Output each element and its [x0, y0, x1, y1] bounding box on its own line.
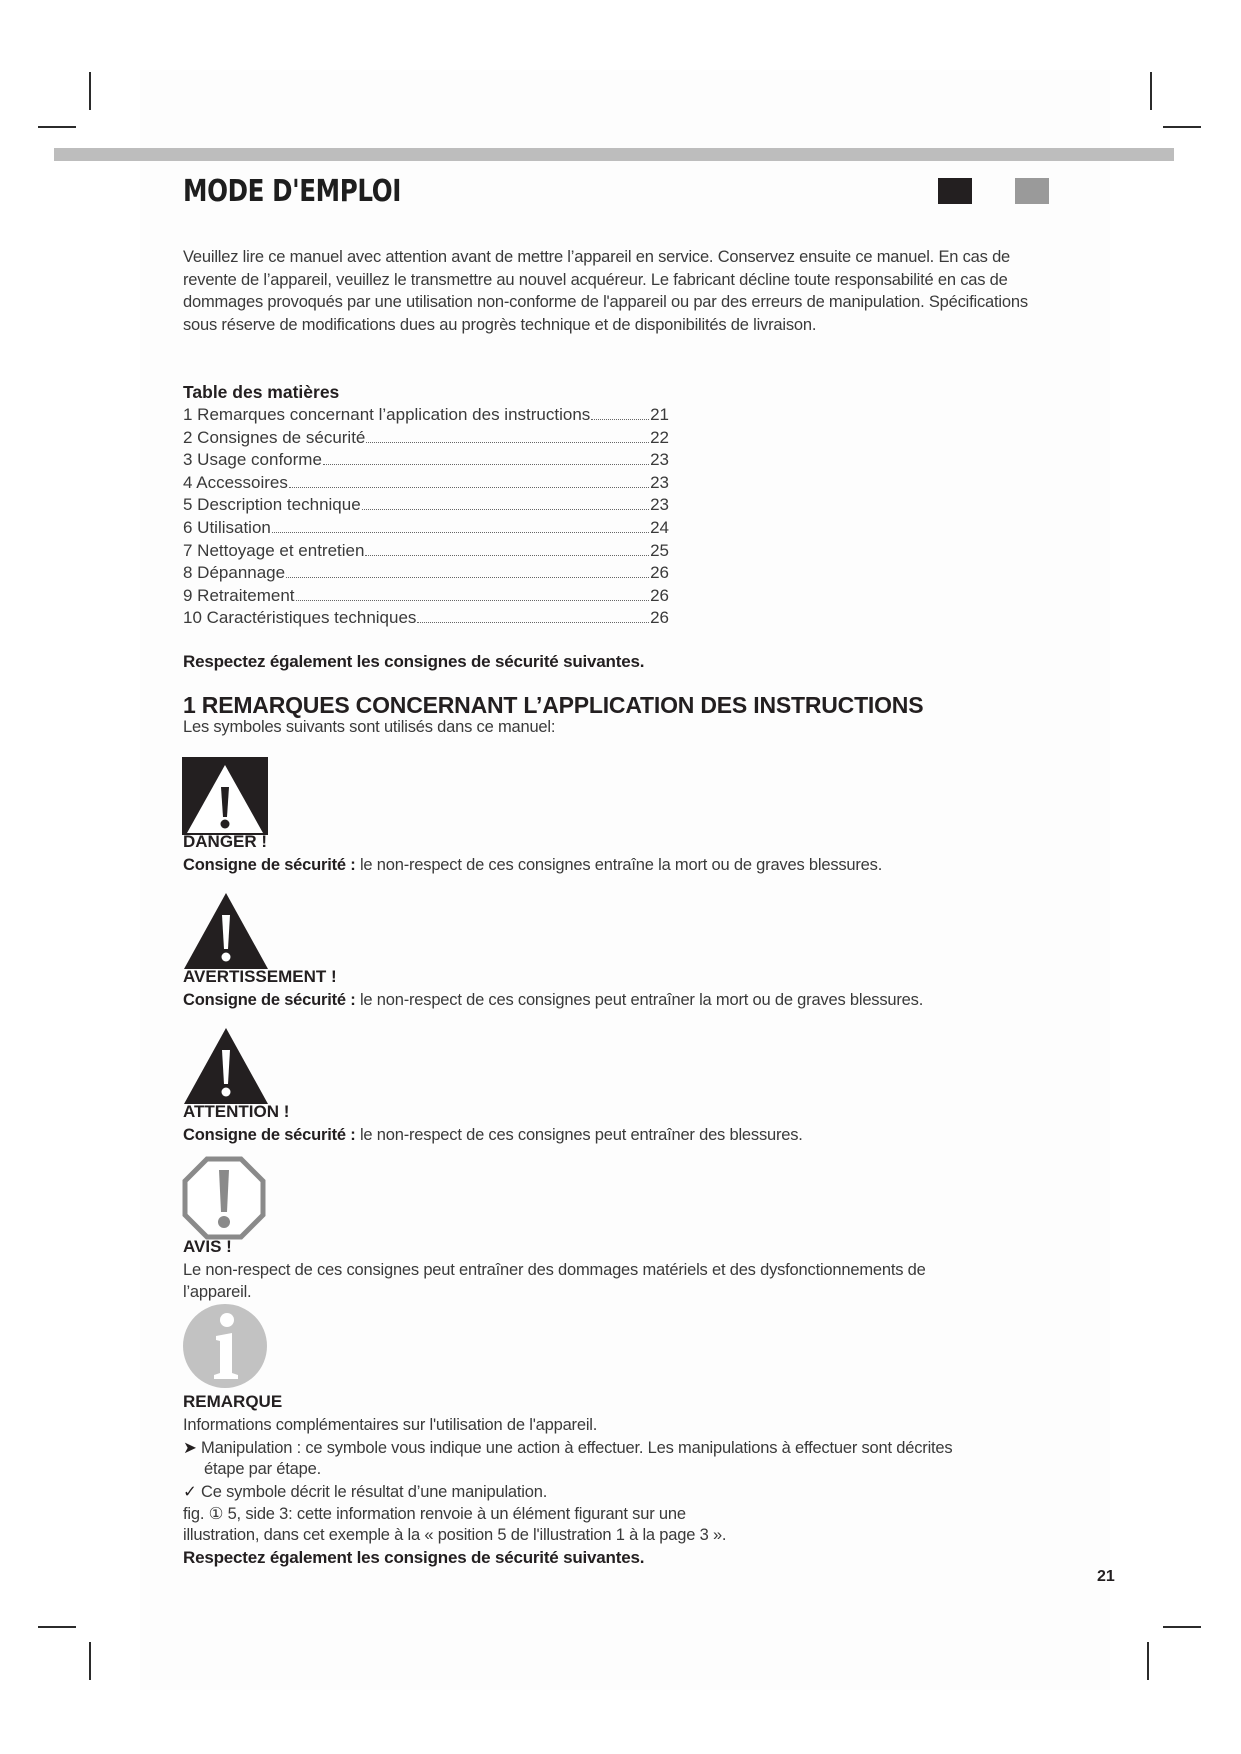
- checkmark-icon: ✓: [183, 1483, 197, 1501]
- toc-item-page: 24: [650, 517, 669, 537]
- avis-description-line-2: l’appareil.: [183, 1283, 252, 1301]
- toc-item[interactable]: [183, 473, 669, 496]
- avertissement-text: le non-respect de ces consignes peut entraîner la mort ou de graves blessures.: [355, 991, 924, 1009]
- section-1-subtitle: Les symboles suivants sont utilisés dans ce manuel:: [183, 718, 556, 736]
- manipulation-line-1: [183, 1438, 952, 1458]
- result-line: [183, 1482, 547, 1502]
- toc-leader-dots: [591, 419, 649, 420]
- toc-item-page: 21: [650, 405, 669, 424]
- crop-mark-top-right-h: [1163, 126, 1201, 128]
- manipulation-text: Manipulation : ce symbole vous indique une action à effectuer. Les manipulations à effectuer sont décrites: [196, 1439, 953, 1457]
- toc-item-label: 1 Remarques concernant l’application des instructions: [183, 405, 591, 424]
- attention-description: [183, 1126, 803, 1145]
- result-text: Ce symbole décrit le résultat d’une manipulation.: [196, 1483, 548, 1501]
- toc-item-label: 3 Usage conforme: [183, 450, 322, 470]
- toc-item-page: 23: [650, 450, 669, 470]
- toc-item-label: 4 Accessoires: [183, 472, 288, 492]
- header-square-gray: [1015, 178, 1049, 204]
- manipulation-line-2: étape par étape.: [204, 1460, 321, 1478]
- toc-item[interactable]: [183, 563, 669, 586]
- toc-item-page: 26: [650, 585, 669, 605]
- safety-note: Respectez également les consignes de sécurité suivantes.: [183, 652, 645, 671]
- toc-item-page: 23: [650, 495, 669, 515]
- avertissement-description: [183, 991, 923, 1010]
- toc-item-page: 22: [650, 427, 669, 447]
- notice-octagon-icon: [182, 1156, 266, 1240]
- header-square-dark: [938, 178, 972, 204]
- danger-text: le non-respect de ces consignes entraîne la mort ou de graves blessures.: [355, 856, 883, 874]
- avertissement-prefix: Consigne de sécurité :: [183, 991, 356, 1009]
- attention-prefix: Consigne de sécurité :: [183, 1126, 356, 1144]
- toc-leader-dots: [323, 464, 649, 465]
- danger-label: DANGER !: [183, 832, 268, 851]
- info-icon: [182, 1303, 268, 1389]
- toc-item-label: 6 Utilisation: [183, 517, 271, 537]
- toc-item[interactable]: [183, 450, 669, 473]
- warning-triangle-icon: [182, 891, 270, 971]
- section-1-heading: 1 REMARQUES CONCERNANT L’APPLICATION DES INSTRUCTIONS: [183, 692, 924, 718]
- toc-item-label: 9 Retraitement: [183, 585, 295, 605]
- toc-item-page: 23: [650, 472, 669, 492]
- toc-item[interactable]: [183, 608, 669, 631]
- toc-item-label: 10 Caractéristiques techniques: [183, 608, 417, 628]
- danger-description: [183, 856, 882, 875]
- toc-item[interactable]: [183, 541, 669, 564]
- toc-item[interactable]: [183, 586, 669, 609]
- toc-leader-dots: [296, 600, 650, 601]
- toc-title: Table des matières: [183, 382, 340, 402]
- avertissement-label: AVERTISSEMENT !: [183, 967, 337, 986]
- page-title: MODE D'EMPLOI: [183, 174, 401, 209]
- toc-item-label: 7 Nettoyage et entretien: [183, 540, 365, 560]
- crop-mark-bottom-right-h: [1163, 1626, 1201, 1628]
- table-of-contents: [183, 405, 669, 631]
- avis-description-line-1: Le non-respect de ces consignes peut entraîner des dommages matériels et des dysfonctionnements de: [183, 1261, 926, 1279]
- remarque-description: Informations complémentaires sur l'utilisation de l'appareil.: [183, 1416, 598, 1434]
- crop-mark-bottom-left-v: [89, 1642, 91, 1680]
- toc-item-page: 25: [650, 540, 669, 560]
- toc-item-page: 26: [650, 563, 669, 583]
- toc-leader-dots: [366, 442, 649, 443]
- crop-mark-bottom-right-v: [1147, 1642, 1149, 1680]
- figure-ref-line-1: fig. ① 5, side 3: cette information renvoie à un élément figurant sur une: [183, 1505, 686, 1523]
- crop-mark-top-right-v: [1150, 72, 1152, 110]
- toc-item-page: 26: [650, 608, 669, 628]
- toc-leader-dots: [417, 622, 649, 623]
- danger-prefix: Consigne de sécurité :: [183, 856, 356, 874]
- crop-mark-top-left-v: [89, 72, 91, 110]
- remarque-label: REMARQUE: [183, 1392, 283, 1411]
- arrow-right-icon: ➤: [183, 1439, 197, 1457]
- toc-item[interactable]: [183, 405, 669, 428]
- attention-label: ATTENTION !: [183, 1102, 290, 1121]
- page-number: 21: [1097, 1568, 1115, 1585]
- crop-mark-top-left-h: [38, 126, 76, 128]
- caution-triangle-icon: [182, 1026, 270, 1106]
- toc-item-label: 2 Consignes de sécurité: [183, 427, 366, 447]
- toc-item-label: 8 Dépannage: [183, 563, 286, 583]
- closing-safety-note: Respectez également les consignes de sécurité suivantes.: [183, 1548, 645, 1567]
- toc-item[interactable]: [183, 428, 669, 451]
- toc-item[interactable]: [183, 495, 669, 518]
- toc-leader-dots: [286, 577, 649, 578]
- intro-paragraph: Veuillez lire ce manuel avec attention avant de mettre l’appareil en service. Conservez ensuite ce manuel. En cas de revente de l’appareil, veuillez le transmettre au nouvel acquéreur. Le fabricant décline toute responsabilité en cas de dommages provoqués par une utilisation non-conforme de l'appareil ou par des erreurs de manipulation. Spécifications sous réserve de modifications dues au progrès technique et de disponibilités de livraison.: [183, 248, 1028, 334]
- toc-leader-dots: [365, 555, 649, 556]
- figure-ref-line-2: illustration, dans cet exemple à la « position 5 de l'illustration 1 à la page 3 ».: [183, 1526, 727, 1544]
- toc-item-label: 5 Description technique: [183, 495, 361, 515]
- toc-leader-dots: [289, 487, 649, 488]
- avis-label: AVIS !: [183, 1237, 232, 1256]
- toc-leader-dots: [362, 509, 649, 510]
- toc-item[interactable]: [183, 518, 669, 541]
- header-bar: [54, 148, 1174, 161]
- danger-warning-icon: [182, 757, 268, 835]
- crop-mark-bottom-left-h: [38, 1626, 76, 1628]
- toc-leader-dots: [272, 532, 649, 533]
- attention-text: le non-respect de ces consignes peut entraîner des blessures.: [355, 1126, 803, 1144]
